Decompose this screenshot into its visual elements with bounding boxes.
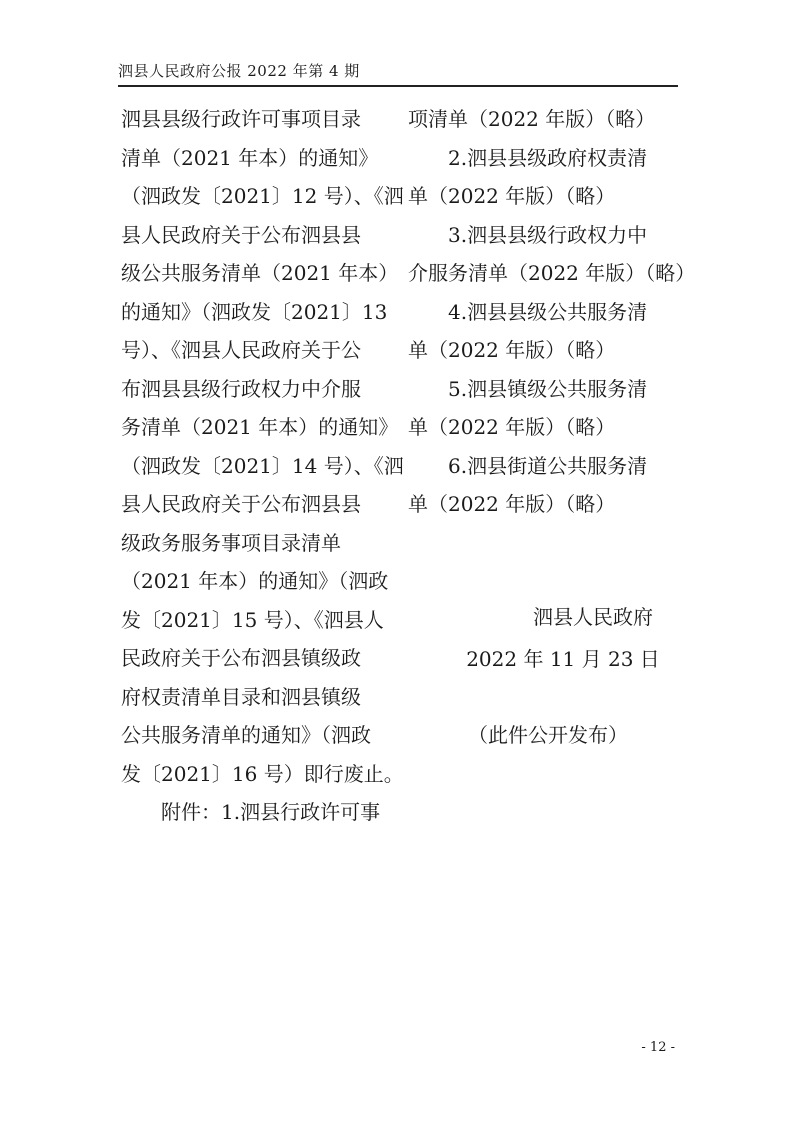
text-line: 项清单（2022 年版）（略） (408, 107, 656, 131)
attachment-item: 6.泗县街道公共服务清 (448, 453, 648, 478)
gazette-title: 泗县人民政府公报 2022 年第 4 期 (118, 62, 360, 80)
text-line: 单（2022 年版）（略） (408, 338, 616, 362)
text-line: （2021 年本）的通知》（泗政 (121, 569, 389, 593)
publish-note: （此件公开发布） (468, 723, 628, 747)
text-line: 布泗县县级行政权力中介服 (121, 376, 361, 401)
issue-date: 2022 年 11 月 23 日 (466, 647, 660, 671)
text-line: 单（2022 年版）（略） (408, 415, 616, 439)
attachment-item: 4.泗县县级公共服务清 (448, 299, 648, 324)
text-line: 清单（2021 年本）的通知》 (121, 145, 379, 170)
text-line: 泗县县级行政许可事项目录 (121, 107, 361, 131)
text-line: 介服务清单（2022 年版）（略） (408, 261, 696, 285)
text-line: 发〔2021〕15 号）、《泗县人 (121, 607, 384, 632)
text-line: 公共服务清单的通知》（泗政 (121, 723, 371, 747)
text-line: 发〔2021〕16 号）即行废止。 (121, 761, 404, 786)
page-number: - 12 - (641, 1040, 675, 1055)
text-line: 的通知》（泗政发〔2021〕13 (121, 299, 388, 324)
text-line: 单（2022 年版）（略） (408, 184, 616, 208)
text-line: 级公共服务清单（2021 年本） (121, 261, 399, 285)
attachment-line: 附件：1.泗县行政许可事 (161, 800, 381, 824)
page-header (118, 54, 678, 84)
text-line: 务清单（2021 年本）的通知》 (121, 415, 399, 439)
text-line: 民政府关于公布泗县镇级政 (121, 646, 361, 670)
right-text-column (408, 100, 696, 524)
text-line: （泗政发〔2021〕12 号）、《泗 (121, 184, 404, 208)
issuing-organization: 泗县人民政府 (533, 605, 653, 629)
attachment-item: 5.泗县镇级公共服务清 (448, 376, 648, 401)
text-line: 县人民政府关于公布泗县县 (121, 492, 361, 516)
text-line: 号）、《泗县人民政府关于公 (121, 338, 361, 362)
text-line: 府权责清单目录和泗县镇级 (121, 684, 361, 709)
text-line: 级政务服务事项目录清单 (121, 530, 341, 555)
attachment-item: 3.泗县县级行政权力中 (448, 222, 648, 247)
text-line: 县人民政府关于公布泗县县 (121, 222, 361, 247)
attachment-item: 2.泗县县级政府权责清 (448, 145, 648, 170)
left-text-column (121, 100, 404, 832)
text-line: （泗政发〔2021〕14 号）、《泗 (121, 453, 404, 478)
text-line: 单（2022 年版）（略） (408, 492, 616, 516)
header-divider (118, 85, 678, 87)
